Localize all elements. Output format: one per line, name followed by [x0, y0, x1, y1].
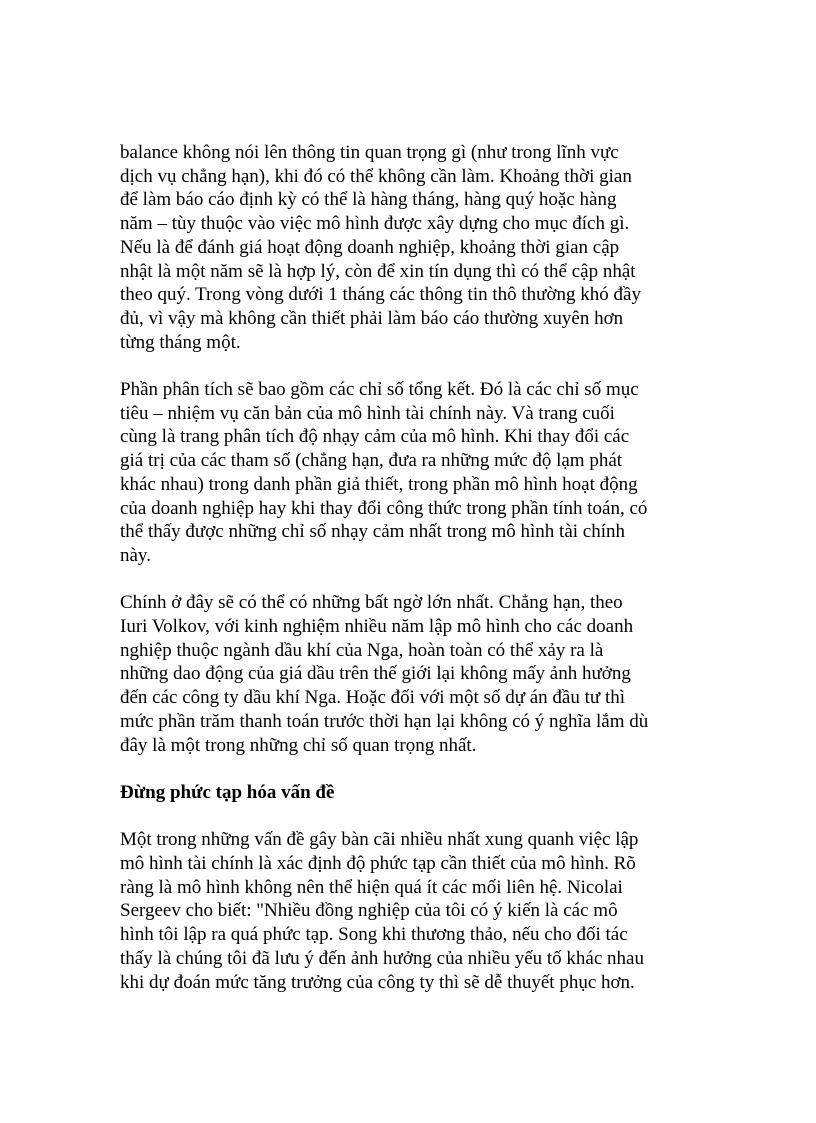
text-line: Một trong những vấn đề gây bàn cãi nhiều nhất xung quanh việc lập — [120, 829, 639, 851]
text-line: hình tôi lập ra quá phức tạp. Song khi thương thảo, nếu cho đối tác — [120, 924, 628, 946]
text-line: thấy là chúng tôi đã lưu ý đến ảnh hưởng của nhiều yếu tố khác nhau — [120, 947, 644, 969]
text-line: ràng là mô hình không nên thể hiện quá ít các mối liên hệ. Nicolai — [120, 876, 623, 898]
paragraph-report-frequency — [120, 141, 710, 354]
text-line: này. — [120, 544, 151, 566]
text-line: khi dự đoán mức tăng trưởng của công ty thì sẽ dễ thuyết phục hơn. — [120, 971, 635, 993]
text-line: năm – tùy thuộc vào việc mô hình được xây dựng cho mục đích gì. — [120, 213, 630, 235]
text-line: dịch vụ chẳng hạn), khi đó có thể không cần làm. Khoảng thời gian — [120, 165, 632, 187]
text-line: khác nhau) trong danh phần giả thiết, trong phần mô hình hoạt động — [120, 473, 638, 495]
document-body — [120, 141, 710, 1018]
text-line: đủ, vì vậy mà không cần thiết phải làm báo cáo thường xuyên hơn — [120, 307, 624, 329]
text-line: đến các công ty dầu khí Nga. Hoặc đối với một số dự án đầu tư thì — [120, 687, 626, 709]
text-line: đây là một trong những chỉ số quan trọng nhất. — [120, 734, 477, 756]
paragraph-surprises — [120, 591, 710, 757]
text-line: theo quý. Trong vòng dưới 1 tháng các thông tin thô thường khó đầy — [120, 284, 641, 306]
text-line: Nếu là để đánh giá hoạt động doanh nghiệp, khoảng thời gian cập — [120, 236, 620, 258]
text-line: Iuri Volkov, với kinh nghiệm nhiều năm lập mô hình cho các doanh — [120, 616, 634, 638]
text-line: giá trị của các tham số (chẳng hạn, đưa ra những mức độ lạm phát — [120, 450, 623, 472]
section-heading: Đừng phức tạp hóa vấn đề — [120, 781, 335, 803]
text-line: Chính ở đây sẽ có thể có những bất ngờ lớn nhất. Chẳng hạn, theo — [120, 592, 623, 614]
text-line: nghiệp thuộc ngành dầu khí của Nga, hoàn toàn có thể xảy ra là — [120, 639, 604, 661]
text-line: Phần phân tích sẽ bao gồm các chỉ số tổng kết. Đó là các chỉ số mục — [120, 379, 639, 401]
paragraph-sensitivity-analysis — [120, 378, 710, 568]
text-line: của doanh nghiệp hay khi thay đổi công thức trong phần tính toán, có — [120, 497, 648, 519]
text-line: mức phần trăm thanh toán trước thời hạn lại không có ý nghĩa lắm dù — [120, 710, 649, 732]
paragraph-complexity — [120, 828, 710, 994]
text-line: thể thấy được những chỉ số nhạy cảm nhất trong mô hình tài chính — [120, 521, 626, 543]
text-line: nhật là một năm sẽ là hợp lý, còn để xin tín dụng thì có thể cập nhật — [120, 260, 636, 282]
text-line: tiêu – nhiệm vụ căn bản của mô hình tài chính này. Và trang cuối — [120, 402, 615, 424]
text-line: để làm báo cáo định kỳ có thể là hàng tháng, hàng quý hoặc hàng — [120, 189, 617, 211]
text-line: cùng là trang phân tích độ nhạy cảm của mô hình. Khi thay đổi các — [120, 426, 630, 448]
text-line: những dao động của giá dầu trên thế giới lại không mấy ảnh hưởng — [120, 663, 631, 685]
text-line: mô hình tài chính là xác định độ phức tạp cần thiết của mô hình. Rõ — [120, 853, 636, 875]
text-line: balance không nói lên thông tin quan trọng gì (như trong lĩnh vực — [120, 142, 619, 163]
text-line: từng tháng một. — [120, 331, 241, 353]
text-line: Sergeev cho biết: "Nhiều đồng nghiệp của tôi có ý kiến là các mô — [120, 900, 618, 922]
